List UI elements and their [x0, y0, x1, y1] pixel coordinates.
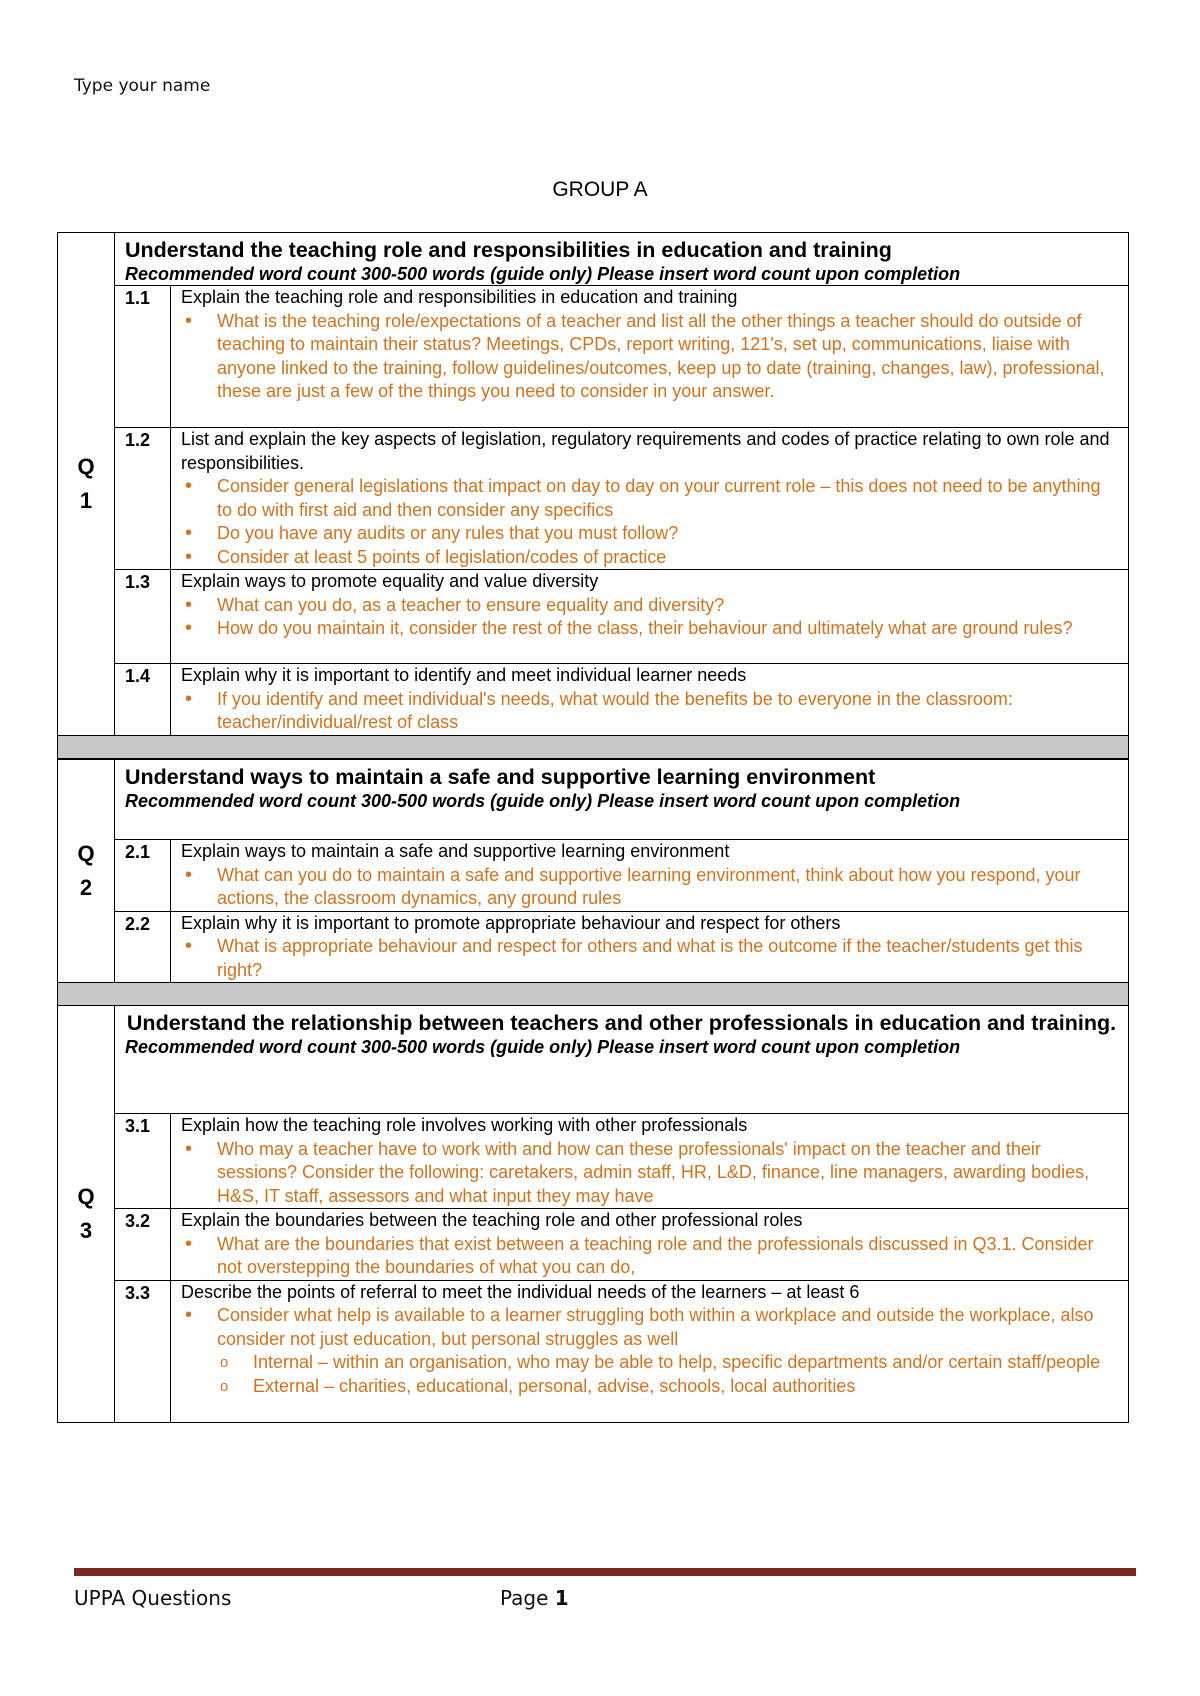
q2-item-2-1 — [58, 840, 1129, 912]
item-question: Explain ways to promote equality and value diversity — [181, 571, 599, 591]
guidance-sub-bullet: o External – charities, educational, personal, advise, schools, local authorities — [253, 1375, 1120, 1399]
item-number: 3.1 — [115, 1114, 171, 1209]
item-question: Explain why it is important to promote appropriate behaviour and respect for others — [181, 912, 841, 933]
q2-label: Q 2 — [58, 760, 115, 983]
q1-label: Q 1 — [58, 233, 115, 736]
guidance-bullet: • Do you have any audits or any rules that you must follow? — [217, 522, 1120, 546]
item-question: Explain the teaching role and responsibilities in education and training — [181, 287, 738, 307]
q1-section-header — [115, 233, 1129, 286]
item-question: Explain why it is important to identify and meet individual learner needs — [181, 665, 747, 685]
guidance-bullet: • Consider what help is available to a learner struggling both within a workplace and outside the workplace, also consider not just education, but personal struggles as well o Internal – within an organisation, who may be able to help, specific departments and/or certain staff/people o External – charities, educational, personal, advise, schools, local authorities — [217, 1304, 1120, 1398]
item-question: Describe the points of referral to meet the individual needs of the learners – at least 6 — [181, 1281, 860, 1302]
guidance-bullet: • Consider general legislations that impact on day to day on your current role – this does not need to be anything to do with first aid and then consider any specifics — [217, 475, 1120, 522]
footer-page-number: Page 1 — [500, 1586, 569, 1610]
guidance-bullet: • If you identify and meet individual's needs, what would the benefits be to everyone in the classroom: teacher/individual/rest of class — [217, 688, 1120, 735]
q1-table — [57, 232, 1129, 759]
item-number: 3.2 — [115, 1209, 171, 1281]
q3-section-header — [115, 1006, 1129, 1114]
group-title: GROUP A — [552, 178, 648, 201]
q3-label: Q 3 — [58, 1006, 115, 1423]
item-number: 2.2 — [115, 911, 171, 983]
q3-item-3-2 — [58, 1209, 1129, 1281]
q1-item-1-2 — [58, 428, 1129, 570]
item-question: Explain ways to maintain a safe and supportive learning environment — [181, 841, 730, 861]
item-question: Explain how the teaching role involves working with other professionals — [181, 1115, 748, 1135]
q2-word-count-note: Recommended word count 300-500 words (guide only) Please insert word count upon completion — [125, 791, 961, 811]
q3-item-3-3 — [58, 1280, 1129, 1422]
q2-title: Understand ways to maintain a safe and supportive learning environment — [125, 765, 876, 789]
q2-table — [57, 759, 1129, 1006]
q3-word-count-note: Recommended word count 300-500 words (guide only) Please insert word count upon completion — [125, 1037, 961, 1057]
footer-rule — [74, 1568, 1136, 1576]
item-number: 1.4 — [115, 664, 171, 736]
q1-title: Understand the teaching role and responsibilities in education and training — [125, 238, 892, 262]
separator-row — [58, 983, 1129, 1006]
guidance-bullet: • What are the boundaries that exist between a teaching role and the professionals discussed in Q3.1. Consider not overstepping the boundaries of what you can do, — [217, 1233, 1120, 1280]
q2-item-2-2 — [58, 911, 1129, 983]
item-question: Explain the boundaries between the teaching role and other professional roles — [181, 1210, 803, 1230]
guidance-sub-bullet: o Internal – within an organisation, who may be able to help, specific departments and/or certain staff/people — [253, 1351, 1120, 1375]
guidance-bullet: • What is appropriate behaviour and respect for others and what is the outcome if the teacher/students get this right? — [217, 935, 1120, 982]
item-number: 1.2 — [115, 428, 171, 570]
guidance-bullet: • Consider at least 5 points of legislation/codes of practice — [217, 546, 1120, 570]
item-number: 2.1 — [115, 840, 171, 912]
item-number: 1.3 — [115, 570, 171, 664]
guidance-bullet: • How do you maintain it, consider the rest of the class, their behaviour and ultimately what are ground rules? — [217, 617, 1120, 641]
guidance-bullet: • What can you do, as a teacher to ensure equality and diversity? — [217, 594, 1120, 618]
separator-row — [58, 735, 1129, 758]
guidance-bullet: • Who may a teacher have to work with and how can these professionals' impact on the teacher and their sessions? Consider the following: caretakers, admin staff, HR, L&D, finance, line managers, awarding bodies, H&S, IT staff, assessors and what input they may have — [217, 1138, 1120, 1209]
item-number: 1.1 — [115, 286, 171, 428]
q1-word-count-note: Recommended word count 300-500 words (guide only) Please insert word count upon completion — [125, 264, 961, 284]
item-question: List and explain the key aspects of legislation, regulatory requirements and codes of practice relating to own role and responsibilities. — [181, 429, 1110, 473]
header-name: Type your name — [74, 76, 211, 96]
item-number: 3.3 — [115, 1280, 171, 1422]
q1-item-1-4 — [58, 664, 1129, 736]
q1-item-1-1 — [58, 286, 1129, 428]
q2-section-header — [115, 760, 1129, 840]
guidance-bullet: • What can you do to maintain a safe and supportive learning environment, think about how you respond, your actions, the classroom dynamics, any ground rules — [217, 864, 1120, 911]
q3-item-3-1 — [58, 1114, 1129, 1209]
q3-title: Understand the relationship between teachers and other professionals in education and training. — [126, 1011, 1117, 1035]
q3-table — [57, 1005, 1129, 1423]
q1-item-1-3 — [58, 570, 1129, 664]
footer-document-title: UPPA Questions — [74, 1586, 232, 1610]
guidance-bullet: • What is the teaching role/expectations of a teacher and list all the other things a teacher should do outside of teaching to maintain their status? Meetings, CPDs, report writing, 121's, set up, communications, liaise with anyone linked to the training, follow guidelines/outcomes, keep up to date (training, changes, law), professional, these are just a few of the things you need to consider in your answer. — [217, 310, 1120, 404]
